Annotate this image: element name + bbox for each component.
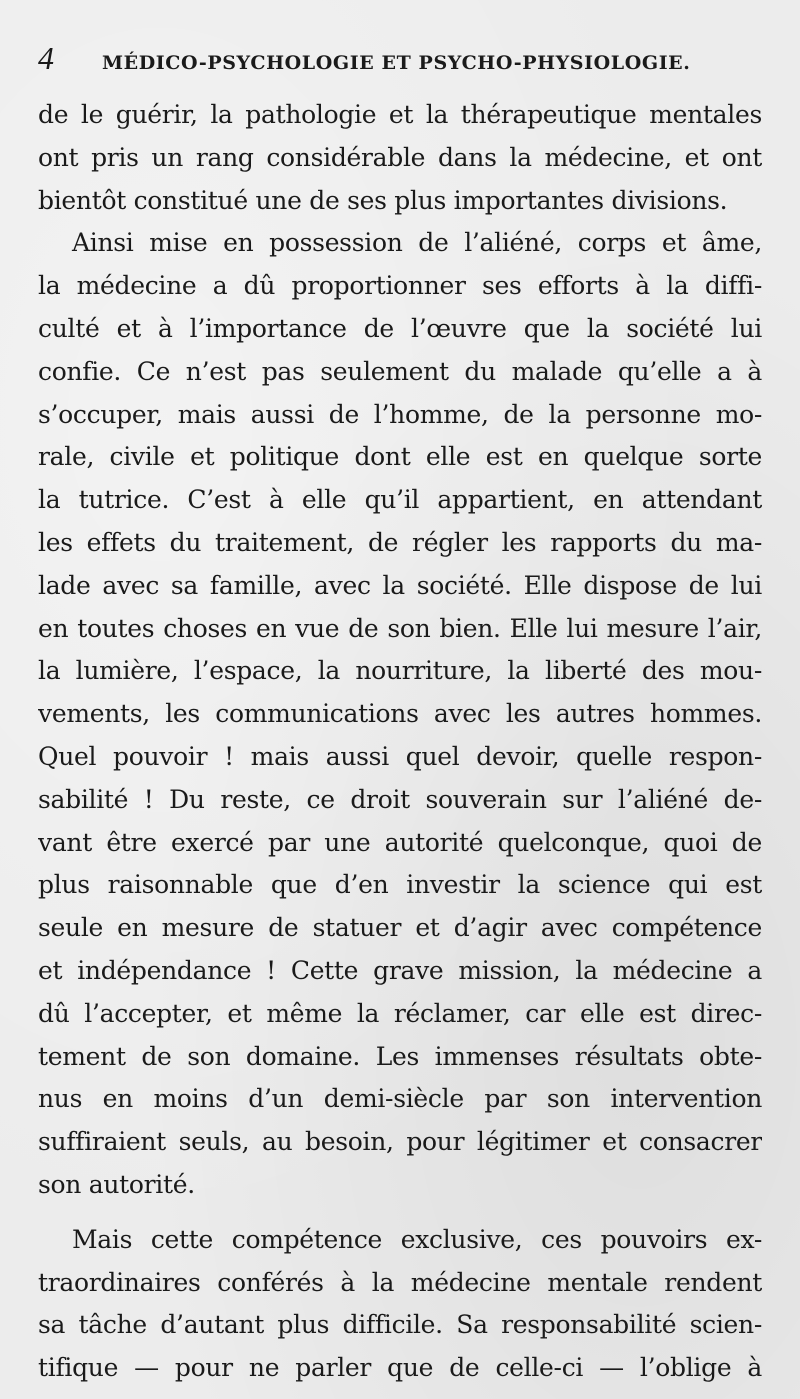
paragraph	[38, 94, 762, 222]
text-line: vant être exercé par une autorité quelconque, quoi de	[38, 827, 762, 857]
text-line: dû l’accepter, et même la réclamer, car elle est direc-	[38, 998, 762, 1028]
text-line: et indépendance ! Cette grave mission, la médecine a	[38, 955, 762, 985]
text-line: lade avec sa famille, avec la société. Elle dispose de lui	[38, 570, 762, 600]
text-line: s’occuper, mais aussi de l’homme, de la personne mo-	[38, 399, 762, 429]
text-line: son autorité.	[38, 1169, 195, 1199]
text-line: sa tâche d’autant plus difficile. Sa responsabilité scien-	[38, 1310, 762, 1340]
text-line: ont pris un rang considérable dans la médecine, et ont	[38, 142, 762, 172]
running-head: MÉDICO-PSYCHOLOGIE ET PSYCHO-PHYSIOLOGIE.	[102, 52, 691, 74]
text-line: tement de son domaine. Les immenses résultats obte-	[38, 1041, 762, 1071]
text-line: rale, civile et politique dont elle est en quelque sorte	[38, 442, 762, 472]
body-text	[38, 94, 762, 1390]
text-line: bientôt constitué une de ses plus importantes divisions.	[38, 185, 728, 215]
text-line: la médecine a dû proportionner ses efforts à la diffi-	[38, 271, 762, 301]
text-line: suffiraient seuls, au besoin, pour légitimer et consacrer	[38, 1127, 762, 1157]
page-number: 4	[38, 40, 54, 76]
text-line: Mais cette compétence exclusive, ces pouvoirs ex-	[72, 1224, 762, 1254]
text-line: culté et à l’importance de l’œuvre que la société lui	[38, 313, 762, 343]
text-line: sabilité ! Du reste, ce droit souverain sur l’aliéné de-	[38, 784, 762, 814]
text-line: vements, les communications avec les autres hommes.	[38, 699, 762, 729]
text-line: la lumière, l’espace, la nourriture, la liberté des mou-	[38, 656, 762, 686]
page-header	[38, 40, 762, 88]
text-line: Quel pouvoir ! mais aussi quel devoir, quelle respon-	[38, 741, 762, 771]
paragraph	[38, 1219, 762, 1390]
paragraph-gap	[38, 1207, 762, 1219]
text-line: tifique — pour ne parler que de celle-ci — l’oblige à	[38, 1353, 762, 1383]
text-line: Ainsi mise en possession de l’aliéné, corps et âme,	[72, 228, 762, 258]
text-line: en toutes choses en vue de son bien. Elle lui mesure l’air,	[38, 613, 762, 643]
text-line: seule en mesure de statuer et d’agir avec compétence	[38, 913, 762, 943]
paragraph	[38, 222, 762, 1206]
text-line: la tutrice. C’est à elle qu’il appartient, en attendant	[38, 485, 762, 515]
text-line: nus en moins d’un demi-siècle par son intervention	[38, 1084, 762, 1114]
text-line: les effets du traitement, de régler les rapports du ma-	[38, 527, 762, 557]
text-line: traordinaires conférés à la médecine mentale rendent	[38, 1267, 762, 1297]
text-line: de le guérir, la pathologie et la thérapeutique mentales	[38, 100, 762, 129]
text-line: plus raisonnable que d’en investir la science qui est	[38, 870, 762, 900]
text-line: confie. Ce n’est pas seulement du malade qu’elle a à	[38, 356, 762, 386]
